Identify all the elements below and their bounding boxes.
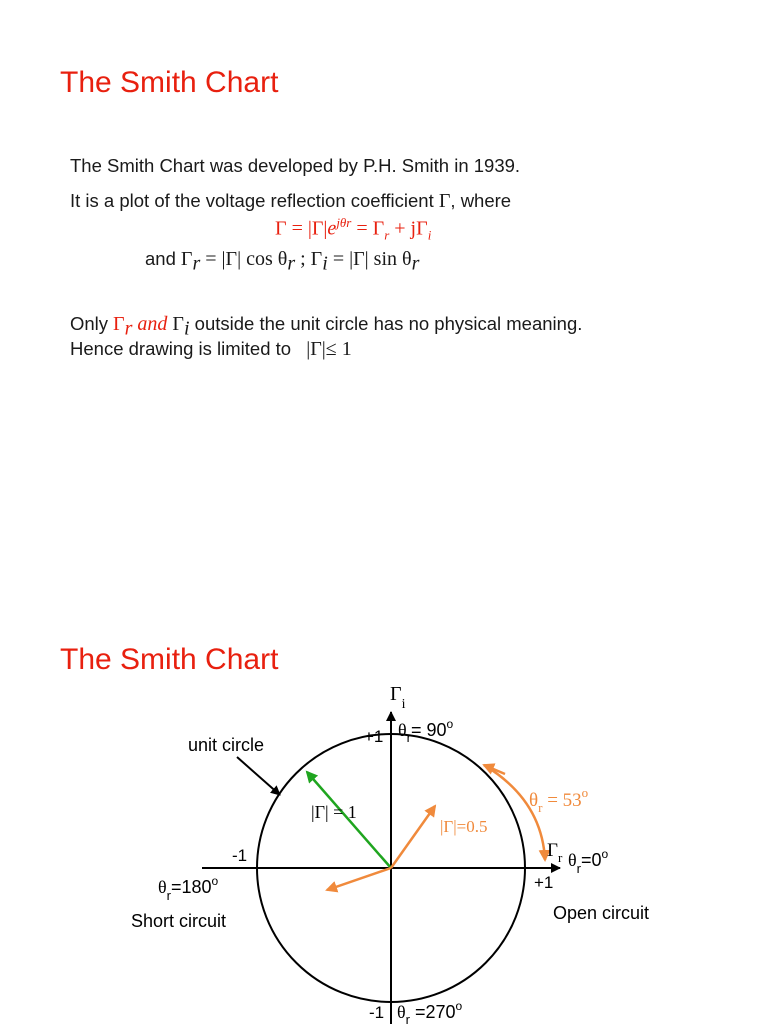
- theta-270-label: $\theta_r =270^o$: [397, 999, 463, 1024]
- unit-circle-pointer: [237, 757, 280, 795]
- short-circuit-label: Short circuit: [131, 911, 227, 931]
- eq1-exp-base: e: [327, 217, 337, 240]
- slide1-title: The Smith Chart: [60, 66, 279, 99]
- definition-prefix: It is a plot of the voltage reflection coefficient: [70, 190, 434, 211]
- eq1-sub-i: i: [427, 227, 432, 243]
- eq1-imag: + jΓ: [389, 217, 428, 240]
- line4-math: |Γ|≤ 1: [306, 338, 352, 360]
- open-circuit-label: Open circuit: [553, 903, 650, 923]
- line3-and: and: [132, 313, 173, 335]
- eq2-gamma: Γ: [175, 248, 193, 270]
- eq2-sub-r3: r: [411, 252, 420, 275]
- eq2-prefix: and: [145, 248, 176, 269]
- line3-gamma-r: Γ: [108, 313, 125, 335]
- eq1-sub-r: r: [384, 227, 390, 243]
- slide2-title: The Smith Chart: [60, 643, 279, 676]
- line3-suffix: outside the unit circle has no physical meaning.: [189, 313, 583, 334]
- line3-sub-i: i: [183, 317, 190, 340]
- line4-prefix: Hence drawing is limited to: [70, 338, 292, 359]
- intro-line: The Smith Chart was developed by P.H. Smith in 1939.: [70, 155, 521, 176]
- unit-circle-label: unit circle: [188, 735, 265, 755]
- definition-suffix: , where: [450, 190, 512, 211]
- eq2-sub-i: i: [322, 252, 328, 275]
- eq2-sub-r2: r: [287, 252, 296, 275]
- theta-180-label: $\theta_r=180^o$: [158, 874, 219, 903]
- gamma-i-axis-label: $\Gamma_i$: [390, 683, 406, 712]
- eq1-real: = Γ: [351, 217, 385, 240]
- magnitude-half-label: |Γ|=0.5: [440, 817, 488, 836]
- plus-one-right-label: +1: [534, 873, 554, 892]
- gamma-r-axis-label: $\Gamma_r$: [547, 840, 563, 865]
- eq2-sub-r: r: [192, 252, 201, 275]
- minus-one-bottom-label: -1: [369, 1003, 385, 1022]
- eq1-exponent: jθr: [336, 215, 352, 230]
- line3-prefix: Only: [70, 313, 109, 334]
- minus-one-left-label: -1: [232, 846, 248, 865]
- theta-0-label: $\theta_r=0^o$: [568, 847, 609, 876]
- eq1-magnitude: = |Γ|: [286, 217, 328, 240]
- eq2-sin: = |Γ| sin θ: [327, 248, 412, 270]
- theta-90-label: $\theta_r= 90^o$: [398, 717, 454, 745]
- magnitude-one-label: |Γ| = 1: [311, 802, 357, 822]
- line3-sub-r: r: [124, 317, 133, 340]
- line3-gamma-i: Γ: [172, 313, 184, 335]
- eq2-cos: = |Γ| cos θ: [200, 248, 288, 270]
- eq2-sep: ; Γ: [295, 248, 323, 270]
- theta-53-arc: [484, 765, 545, 860]
- reflected-vector: [327, 868, 391, 890]
- plus-one-top-label: +1: [364, 727, 384, 746]
- eq1-gamma: Γ: [275, 217, 287, 240]
- theta-53-label: $\theta_r = 53^o$: [529, 785, 589, 815]
- magnitude-half-vector: [391, 806, 435, 868]
- gamma-symbol: Γ: [438, 190, 451, 212]
